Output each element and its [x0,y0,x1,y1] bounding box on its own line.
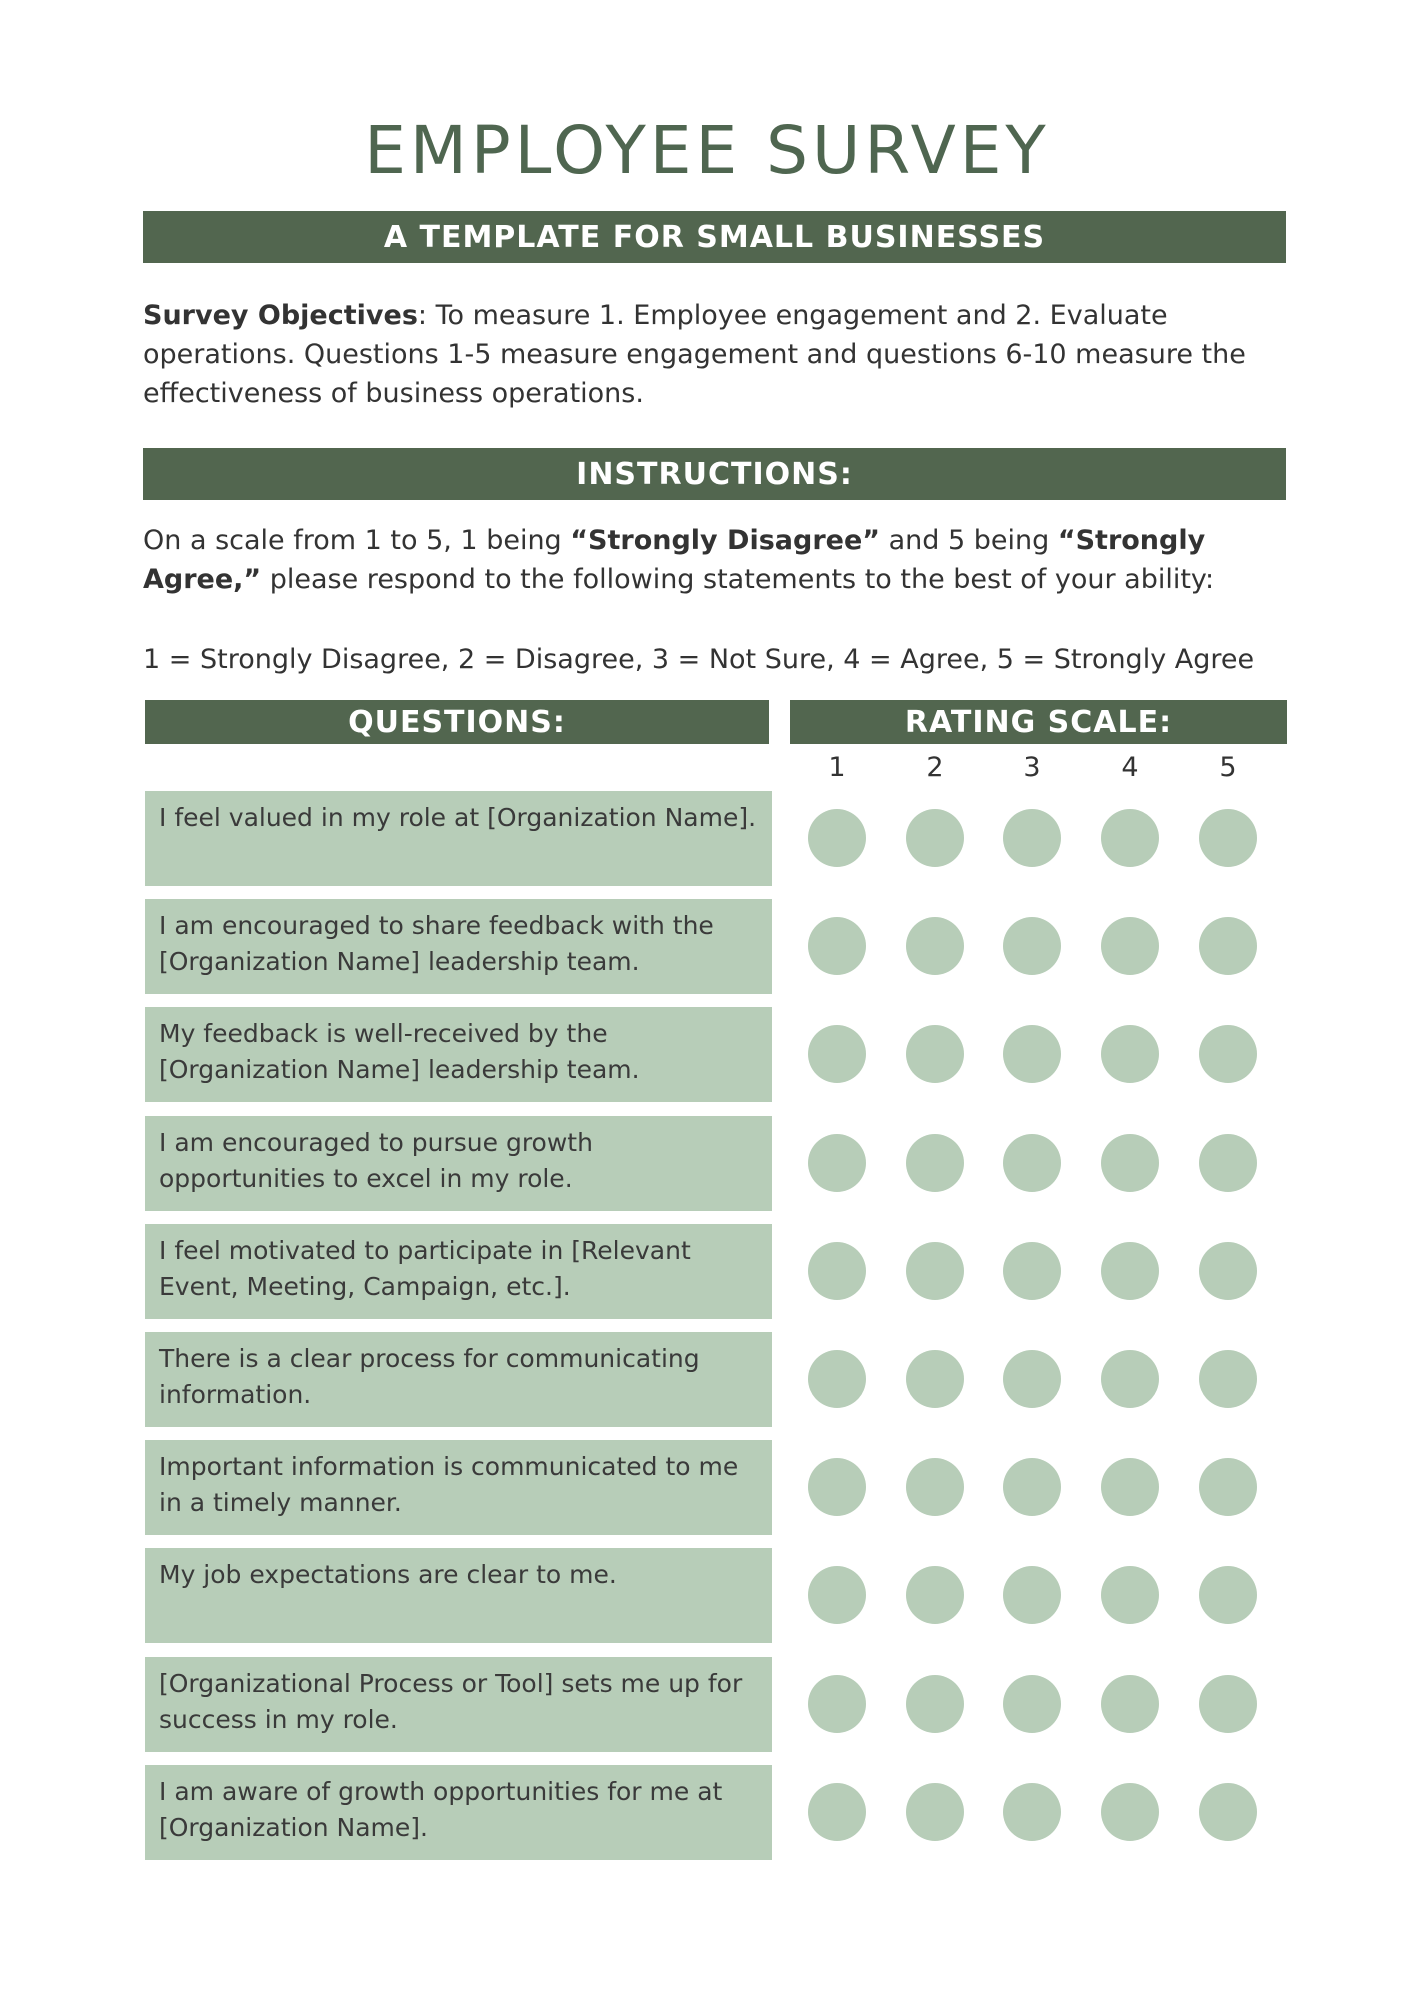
rating-option-q4-4[interactable] [1101,1134,1159,1192]
question-3: My feedback is well-received by the [Organization Name] leadership team. [145,1007,772,1102]
rating-option-q10-1[interactable] [808,1783,866,1841]
rating-number-1: 1 [828,752,846,783]
rating-option-q10-5[interactable] [1199,1783,1257,1841]
rating-option-q8-1[interactable] [808,1566,866,1624]
objectives-label: Survey Objectives [143,300,418,331]
rating-number-3: 3 [1023,752,1041,783]
rating-scale-header: RATING SCALE: [790,700,1287,744]
rating-option-q8-4[interactable] [1101,1566,1159,1624]
rating-option-q9-1[interactable] [808,1675,866,1733]
rating-option-q10-4[interactable] [1101,1783,1159,1841]
rating-option-q8-3[interactable] [1003,1566,1061,1624]
rating-option-q10-2[interactable] [906,1783,964,1841]
rating-option-q1-3[interactable] [1003,809,1061,867]
rating-option-q1-1[interactable] [808,809,866,867]
instructions-part3: please respond to the following statements to the best of your ability: [261,564,1215,595]
instructions-banner: INSTRUCTIONS: [143,448,1286,500]
instructions-bold1: “Strongly Disagree” [570,525,881,556]
rating-option-q2-5[interactable] [1199,917,1257,975]
instructions-part1: On a scale from 1 to 5, 1 being [143,525,571,556]
rating-option-q2-2[interactable] [906,917,964,975]
question-7: Important information is communicated to me in a timely manner. [145,1440,772,1535]
rating-option-q1-5[interactable] [1199,809,1257,867]
rating-option-q5-5[interactable] [1199,1242,1257,1300]
rating-option-q7-3[interactable] [1003,1458,1061,1516]
rating-option-q6-5[interactable] [1199,1350,1257,1408]
rating-option-q5-3[interactable] [1003,1242,1061,1300]
rating-option-q2-1[interactable] [808,917,866,975]
rating-number-4: 4 [1121,752,1139,783]
rating-option-q7-5[interactable] [1199,1458,1257,1516]
question-8: My job expectations are clear to me. [145,1548,772,1643]
rating-option-q9-3[interactable] [1003,1675,1061,1733]
instructions-part2: and 5 being [880,525,1058,556]
question-2: I am encouraged to share feedback with the [Organization Name] leadership team. [145,899,772,994]
rating-option-q4-2[interactable] [906,1134,964,1192]
scale-legend: 1 = Strongly Disagree, 2 = Disagree, 3 = Not Sure, 4 = Agree, 5 = Strongly Agree [143,644,1255,675]
subtitle-banner: A TEMPLATE FOR SMALL BUSINESSES [143,211,1286,263]
objectives-text: : To measure 1. Employee engagement and 2. Evaluate operations. Questions 1-5 measure engagement and questions 6-10 measure the effectiveness of business operations. [143,300,1246,409]
rating-option-q1-2[interactable] [906,809,964,867]
rating-option-q5-2[interactable] [906,1242,964,1300]
rating-option-q3-4[interactable] [1101,1025,1159,1083]
rating-option-q6-1[interactable] [808,1350,866,1408]
instructions-text [143,521,1293,599]
rating-option-q5-1[interactable] [808,1242,866,1300]
rating-option-q2-3[interactable] [1003,917,1061,975]
question-5: I feel motivated to participate in [Relevant Event, Meeting, Campaign, etc.]. [145,1224,772,1319]
question-6: There is a clear process for communicating information. [145,1332,772,1427]
rating-option-q10-3[interactable] [1003,1783,1061,1841]
question-9: [Organizational Process or Tool] sets me up for success in my role. [145,1657,772,1752]
instructions-bold2: “Strongly Agree,” [143,525,1206,595]
rating-option-q3-2[interactable] [906,1025,964,1083]
rating-option-q2-4[interactable] [1101,917,1159,975]
question-10: I am aware of growth opportunities for me at [Organization Name]. [145,1765,772,1860]
rating-number-2: 2 [926,752,944,783]
rating-option-q6-2[interactable] [906,1350,964,1408]
rating-option-q4-5[interactable] [1199,1134,1257,1192]
rating-option-q3-3[interactable] [1003,1025,1061,1083]
rating-option-q4-3[interactable] [1003,1134,1061,1192]
rating-option-q8-2[interactable] [906,1566,964,1624]
rating-option-q5-4[interactable] [1101,1242,1159,1300]
rating-option-q3-1[interactable] [808,1025,866,1083]
question-1: I feel valued in my role at [Organization Name]. [145,791,772,886]
question-4: I am encouraged to pursue growth opportunities to excel in my role. [145,1116,772,1211]
rating-option-q9-2[interactable] [906,1675,964,1733]
rating-option-q7-2[interactable] [906,1458,964,1516]
rating-option-q4-1[interactable] [808,1134,866,1192]
rating-number-5: 5 [1219,752,1237,783]
rating-option-q9-4[interactable] [1101,1675,1159,1733]
rating-option-q1-4[interactable] [1101,809,1159,867]
rating-option-q6-3[interactable] [1003,1350,1061,1408]
rating-option-q6-4[interactable] [1101,1350,1159,1408]
rating-option-q8-5[interactable] [1199,1566,1257,1624]
rating-option-q9-5[interactable] [1199,1675,1257,1733]
rating-option-q7-1[interactable] [808,1458,866,1516]
questions-header: QUESTIONS: [145,700,769,744]
rating-option-q3-5[interactable] [1199,1025,1257,1083]
survey-objectives [143,296,1293,413]
page-title: EMPLOYEE SURVEY [364,112,1050,189]
rating-option-q7-4[interactable] [1101,1458,1159,1516]
